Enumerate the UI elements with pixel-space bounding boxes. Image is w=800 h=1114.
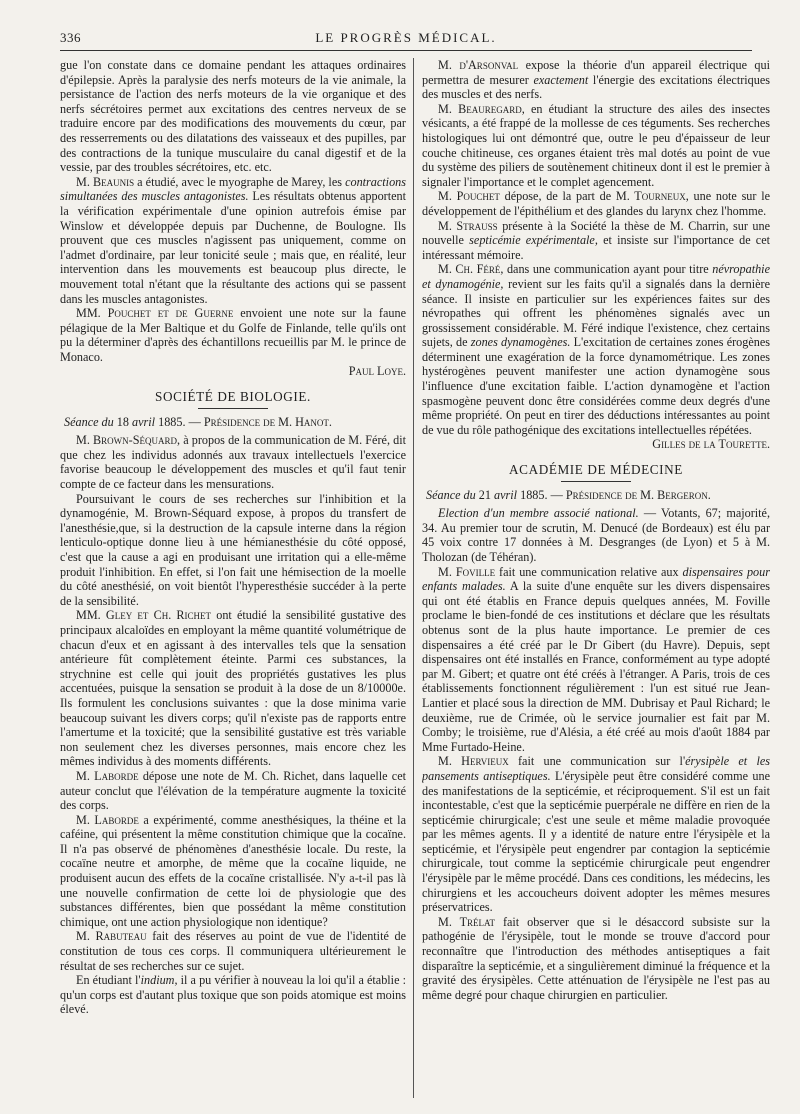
section-title: SOCIÉTÉ DE BIOLOGIE.	[155, 389, 311, 405]
paragraph: M. Laborde dépose une note de M. Ch. Richet, dans laquelle cet auteur conclut que l'élévation de la température augmente la toxicité des corps.	[60, 768, 406, 813]
paragraph: M. Foville fait une communication relative aux dispensaires pour enfants malades. A la suite d'une enquête sur les divers dispensaires qui ont été établis en France depuis quelques années, M. Foville proclame le bien-fondé de ces institutions et déclare que les résultats obtenus sont de la plus haute importance. Le premier de ces dispensaires a été créé par le Dr Gibert (du Havre). Depuis, sept dispensaires ont été installés en France, conformément au type adopté par M. Gibert; et quatre ont été créés à l'étranger. A Paris, trois de ces établissements fonctionnent régulièrement : l'un est situé rue Jean-Lantier et placé sous la direction de MM. Dubrisay et Paul Richard; le deuxième, rue de Crimée, où le service journalier est fait par M. Comby; le troisième, rue d'Alésia, a été créé au mois d'août 1884 par Mme Furtado-Heine.	[422, 564, 770, 754]
paragraph: M. Pouchet dépose, de la part de M. Tourneux, une note sur le développement de l'épithélium et des glandes du larynx chez l'homme.	[422, 189, 770, 218]
paragraph: M. Trélat fait observer que si le désaccord subsiste sur la pathogénie de l'érysipèle, tout le monde se trouve d'accord pour reconnaître que l'introduction des méthodes antiseptiques a fait disparaître la septicémie, et a singulièrement diminué la fréquence et la gravité des érysipèles. Cette atténuation de l'érysipèle ne l'est pas au même degré pour chaque chirurgien en particulier.	[422, 914, 770, 1002]
running-header	[60, 30, 752, 48]
paragraph: M. Hervieux fait une communication sur l'érysipèle et les pansements antiseptiques. L'érysipèle peut être considéré comme une des manifestations de la septicémie, et réciproquement. S'il est un fait incontestable, c'est que la septicémie puerpérale ne diffère en rien de la septicémie chirurgicale; c'est une seule et même maladie provoquée par les mêmes agents. Il y a identité de nature entre l'érysipèle et la septicémie, et l'érysipèle peut engendrer par contagion la septicémie chirurgicale, tout comme la septicémie chirurgicale peut engendrer l'érysipèle par le même procédé. Dans ces conditions, les médecins, les chirurgiens et les accoucheurs doivent adopter les mêmes mesures préservatrices.	[422, 754, 770, 915]
journal-title: LE PROGRÈS MÉDICAL.	[315, 30, 497, 45]
paragraph: gue l'on constate dans ce domaine pendant les attaques ordinaires d'épilepsie. Après la paralysie des nerfs moteurs de la vie animale, la persistance de l'action des nerfs moteurs de la vie organique et des nerfs sécrétoires permet aux excitations des centres nerveux de se traduire encore par des modifications des mouvements du cœur, par des resserrements ou des dilatations des vaisseaux et des pupilles, par des contractions de la tunique musculaire du canal digestif et de la vessie, par des troubles sécrétoires, etc. etc.	[60, 58, 406, 175]
paragraph: M. Rabuteau fait des réserves au point de vue de l'identité de constitution de tous ces corps. Il communiquera ultérieurement le résultat de ses recherches sur ce sujet.	[60, 929, 406, 973]
paragraph: M. Beaunis a étudié, avec le myographe de Marey, les contractions simultanées des muscles antagonistes. Les résultats obtenus apportent la vérification expérimentale d'une opinion autrefois émise par Winslow et développée depuis par Duchenne, de Boulogne. Ils prouvent que ces muscles n'agissent pas uniquement, comme on l'admet d'ordinaire, par leur tonicité seule ; mais que, en réalité, leur intervention dans les mouvements est beaucoup plus directe, le mouvement total n'étant que la résultante des actions qui se passent dans les muscles antagonistes.	[60, 174, 406, 306]
session-line: Séance du 18 avril 1885. — Présidence de M. Hanot.	[64, 414, 332, 429]
section-title: ACADÉMIE DE MÉDECINE	[509, 462, 683, 478]
paragraph: M. Beauregard, en étudiant la structure des ailes des insectes vésicants, a été frappé de la mollesse de ces téguments. Ses recherches histologiques lui ont démontré que, outre le peu d'épaisseur de leur couche chitineuse, ces organes étaient très mal dotés au point de vue du système des piliers de soutènement chitineux dont il est le premier à signaler l'importance et le complet agencement.	[422, 101, 770, 189]
paragraph: M. Strauss présente à la Société la thèse de M. Charrin, sur une nouvelle septicémie expérimentale, et insiste sur l'importance de cet intéressant mémoire.	[422, 218, 770, 262]
right-column	[422, 58, 770, 1106]
paragraph: M. Laborde a expérimenté, comme anesthésiques, la théine et la caféine, qui présentent la même constitution chimique que la cocaïne. Il n'a pas observé de phénomènes d'anesthésie locale. Du reste, la cocaïne neutre et amorphe, de même que la cocaïne liquide, ne produisent aucun des effets de la cocaïne cristallisée. N'y a-t-il pas là une nouvelle confirmation de cette loi de physiologie que des substances différentes, bien que possédant la même constitution chimique, ont une action physiologique non identique?	[60, 812, 406, 929]
paragraph: Election d'un membre associé national. — Votants, 67; majorité, 34. Au premier tour de scrutin, M. Denucé (de Bordeaux) est élu par 45 voix contre 17 données à M. Desgranges (de Lyon) et 5 à M. Tholozan (de Téhéran).	[422, 506, 770, 564]
paragraph: M. d'Arsonval expose la théorie d'un appareil électrique qui permettra de mesurer exactement l'énergie des excitations électriques des muscles et des nerfs.	[422, 58, 770, 102]
paragraph: M. Ch. Féré, dans une communication ayant pour titre névropathie et dynamogénie, revient sur les faits qu'il a signalés dans la dernière séance. Il insiste en particulier sur les expériences faites sur des névropathes qui offrent les phénomènes signalés avec un grossissement considérable. M. Féré indique l'existence, chez certains sujets, de zones dynamogènes. L'excitation de certaines zones érogènes déterminent une exagération de la force dynamométrique. Les zones hystérogènes peuvent manifester une action dynamogène sous l'influence d'une excitation faible. L'action dynamogène et l'action spasmogène peuvent donc être considérées comme deux degrés d'une même propriété. On peut en tirer des déductions intéressantes au point de vue du rôle pathogénique des excitations intellectuelles répétées.	[422, 262, 770, 437]
page-number: 336	[60, 30, 81, 45]
section-rule	[561, 481, 631, 482]
paragraph: Poursuivant le cours de ses recherches sur l'inhibition et la dynamogénie, M. Brown-Séquard expose, à propos du transfert de l'anesthésie,que, si la destruction de la capsule interne dans la région lenticulo-optique donne lieu à une hémianesthésie du côté opposé, c'est que la cause a agi en produisant une irritation qui a elle-même produit l'inhibition. En effet, si l'on fait une hémisection de la moelle du côté anesthésié, on voit bientôt l'hyperesthésie succéder à la perte de la sensibilité.	[60, 491, 406, 608]
paragraph: M. Brown-Séquard, à propos de la communication de M. Féré, dit que chez les individus adonnés aux travaux intellectuels l'exercice favorise beaucoup le développement des muscles et qu'il faut tenir compte de ce facteur dans les mensurations.	[60, 433, 406, 492]
session-line: Séance du 21 avril 1885. — Présidence de M. Bergeron.	[426, 487, 711, 502]
paragraph: En étudiant l'indium, il a pu vérifier à nouveau la loi qu'il a établie : qu'un corps est d'autant plus toxique que son poids atomique est moins élevé.	[60, 973, 406, 1017]
signature: Paul Loye.	[348, 364, 406, 379]
paragraph: MM. Pouchet et de Guerne envoient une note sur la faune pélagique de la Mer Baltique et du Golfe de Finlande, telle qu'ils ont pu la déterminer d'après des échantillons recueillis par M. le prince de Monaco.	[60, 306, 406, 364]
header-rule	[60, 50, 752, 51]
left-column	[60, 58, 406, 1106]
column-divider	[413, 58, 414, 1098]
paragraph: MM. Gley et Ch. Richet ont étudié la sensibilité gustative des principaux alcaloïdes en employant la même quantité volumétrique de chacun d'eux et en agissant à des intervalles tels que la sensation antérieure fût complètement éteinte. Parmi ces substances, la strychnine est celle qui jouit des propriétés gustatives les plus accentuées, puisque la sensation se produit à la dose de un 8/10000e. Ils formulent les conclusions suivantes : que la dose minima varie beaucoup suivant les divers corps; qu'il n'existe pas de rapports entre l'amertume et la toxicité; que la sensibilité gustative est très variable non seulement chez les diverses personnes, mais encore chez les mêmes individus à des moments différents.	[60, 608, 406, 769]
signature: Gilles de la Tourette.	[652, 437, 770, 452]
section-rule	[198, 408, 268, 409]
